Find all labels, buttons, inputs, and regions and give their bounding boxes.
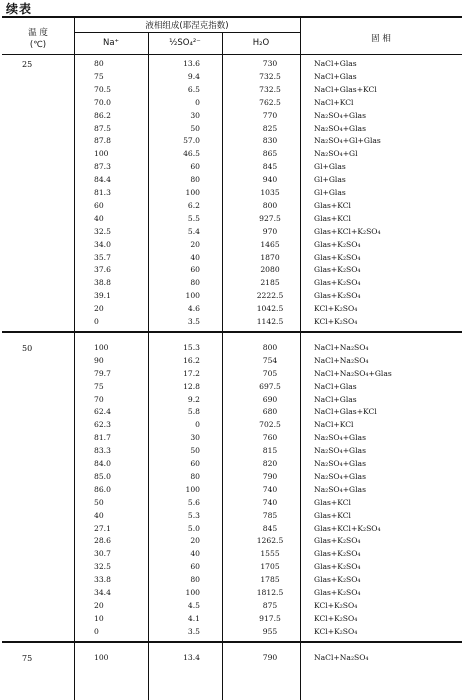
cell-na: 60	[94, 200, 104, 210]
cell-h2o: 865	[262, 149, 278, 159]
cell-solid-phase: NaCl+Glas	[314, 394, 357, 404]
cell-solid-phase: Glas+K₂SO₄	[314, 588, 361, 597]
top-rule	[2, 16, 462, 18]
cell-h2o: 800	[262, 200, 278, 210]
header-so4: ½SO₄²⁻	[169, 38, 201, 48]
cell-h2o: 1142.5	[256, 317, 284, 326]
cell-solid-phase: Glas+KCl	[314, 200, 351, 210]
cell-h2o: 702.5	[259, 420, 281, 430]
cell-h2o: 690	[262, 394, 278, 404]
cell-so4: 0	[195, 97, 200, 107]
cell-so4: 5.4	[187, 226, 200, 236]
cell-so4: 80	[190, 471, 200, 481]
header-temp-line1: 温 度	[28, 28, 48, 38]
cell-h2o: 1555	[260, 549, 280, 559]
cell-h2o: 1870	[260, 252, 280, 262]
cell-solid-phase: NaCl+Glas+KCl	[314, 84, 377, 94]
cell-na: 84.0	[94, 459, 111, 468]
cell-h2o: 1785	[260, 575, 280, 585]
cell-na: 0	[94, 317, 99, 326]
cell-solid-phase: Na₂SO₄+Gl	[314, 149, 358, 159]
cell-so4: 20	[190, 536, 200, 546]
cell-solid-phase: Na₂SO₄+Glas	[314, 484, 366, 494]
cell-so4: 100	[185, 188, 200, 197]
cell-na: 62.3	[94, 420, 111, 430]
cell-so4: 20	[190, 239, 200, 249]
cell-na: 81.7	[94, 433, 111, 443]
cell-na: 100	[94, 652, 109, 662]
cell-h2o: 800	[262, 342, 278, 352]
header-temp-line2: (℃)	[29, 40, 47, 50]
cell-so4: 5.3	[187, 510, 200, 520]
cell-na: 34.0	[94, 239, 111, 249]
cell-na: 20	[94, 304, 104, 314]
cell-solid-phase: Na₂SO₄+Glas	[314, 446, 366, 456]
cell-h2o: 1262.5	[256, 536, 284, 546]
cell-so4: 100	[185, 291, 200, 301]
cell-solid-phase: NaCl+Glas	[314, 71, 357, 81]
cell-so4: 5.8	[187, 407, 200, 417]
cell-h2o: 2185	[260, 278, 280, 288]
cell-solid-phase: Glas+K₂SO₄	[314, 278, 361, 288]
cell-na: 70	[94, 394, 104, 404]
cell-solid-phase: NaCl+KCl	[314, 97, 354, 107]
cell-so4: 16.2	[183, 355, 200, 365]
cell-solid-phase: Glas+KCl	[314, 497, 351, 507]
section-temp: 75	[22, 653, 33, 663]
cell-solid-phase: Na₂SO₄+Glas	[314, 123, 366, 133]
cell-h2o: 1035	[260, 188, 280, 197]
cell-so4: 50	[190, 446, 200, 456]
cell-solid-phase: NaCl+Na₂SO₄	[314, 355, 369, 365]
cell-h2o: 1465	[260, 239, 280, 249]
header-h2o: H₂O	[252, 38, 270, 48]
col-divider-temp	[74, 16, 75, 700]
cell-h2o: 2222.5	[256, 291, 284, 301]
cell-solid-phase: NaCl+KCl	[314, 420, 354, 430]
cell-h2o: 845	[262, 162, 278, 172]
cell-solid-phase: NaCl+Glas	[314, 59, 357, 68]
cell-so4: 60	[190, 265, 200, 275]
cell-h2o: 970	[262, 226, 278, 236]
cell-na: 81.3	[94, 188, 111, 197]
cell-na: 0	[94, 626, 99, 636]
cell-solid-phase: NaCl+Na₂SO₄+Glas	[314, 368, 392, 378]
cell-so4: 3.5	[187, 626, 200, 636]
cell-solid-phase: NaCl+Glas+KCl	[314, 407, 377, 417]
cell-solid-phase: Glas+K₂SO₄	[314, 549, 361, 559]
cell-solid-phase: KCl+K₂SO₄	[314, 304, 358, 314]
cell-na: 90	[94, 355, 104, 365]
cell-na: 84.4	[94, 175, 111, 185]
cell-so4: 9.4	[187, 71, 200, 81]
cell-na: 83.3	[94, 446, 111, 456]
col-divider-so4	[222, 32, 223, 700]
cell-solid-phase: Glas+K₂SO₄	[314, 252, 361, 262]
cell-h2o: 762.5	[259, 97, 281, 107]
cell-h2o: 1042.5	[256, 304, 284, 314]
section-rule	[2, 331, 462, 333]
cell-so4: 6.5	[187, 84, 200, 94]
cell-so4: 5.6	[187, 497, 200, 507]
cell-na: 70.0	[94, 97, 111, 107]
cell-solid-phase: Glas+K₂SO₄	[314, 536, 361, 546]
cell-solid-phase: KCl+K₂SO₄	[314, 600, 358, 610]
cell-so4: 100	[185, 484, 200, 494]
cell-na: 35.7	[94, 252, 111, 262]
cell-so4: 12.8	[183, 381, 200, 391]
cell-so4: 0	[195, 420, 200, 430]
cell-so4: 57.0	[183, 136, 200, 146]
cell-h2o: 790	[262, 652, 278, 662]
cell-solid-phase: NaCl+Na₂SO₄	[314, 652, 369, 662]
header-na: Na⁺	[102, 38, 120, 48]
cell-solid-phase: NaCl+Glas	[314, 381, 357, 391]
cell-solid-phase: Glas+K₂SO₄	[314, 575, 361, 585]
cell-solid-phase: Glas+K₂SO₄	[314, 291, 361, 301]
cell-na: 100	[94, 149, 109, 159]
cell-na: 34.4	[94, 588, 111, 597]
cell-solid-phase: Na₂SO₄+Glas	[314, 471, 366, 481]
cell-so4: 46.5	[183, 149, 200, 159]
data-table	[2, 16, 462, 700]
cell-so4: 5.0	[187, 523, 200, 533]
cell-so4: 30	[190, 110, 200, 120]
header-solid: 固 相	[371, 34, 391, 44]
cell-so4: 60	[190, 459, 200, 468]
cell-h2o: 927.5	[259, 213, 281, 223]
cell-solid-phase: Na₂SO₄+Glas	[314, 459, 366, 468]
cell-na: 70.5	[94, 84, 111, 94]
cell-so4: 40	[190, 252, 200, 262]
cell-h2o: 1705	[260, 562, 280, 572]
cell-h2o: 2080	[260, 265, 280, 275]
cell-na: 39.1	[94, 291, 111, 301]
cell-so4: 17.2	[183, 368, 200, 378]
section-temp: 50	[22, 343, 33, 353]
cell-h2o: 917.5	[259, 613, 281, 623]
cell-h2o: 830	[262, 136, 278, 146]
cell-na: 62.4	[94, 407, 111, 417]
cell-so4: 80	[190, 278, 200, 288]
cell-so4: 4.5	[187, 600, 200, 610]
cell-solid-phase: Na₂SO₄+Glas	[314, 433, 366, 443]
cell-na: 20	[94, 600, 104, 610]
cell-so4: 4.6	[187, 304, 200, 314]
cell-na: 30.7	[94, 549, 111, 559]
cell-h2o: 770	[262, 110, 278, 120]
cell-solid-phase: Glas+KCl	[314, 213, 351, 223]
cell-h2o: 845	[262, 523, 278, 533]
cell-solid-phase: Glas+KCl+K₂SO₄	[314, 523, 381, 533]
cell-solid-phase: Glas+K₂SO₄	[314, 265, 361, 275]
cell-h2o: 875	[262, 600, 278, 610]
cell-so4: 3.5	[187, 317, 200, 326]
cell-na: 37.6	[94, 265, 111, 275]
cell-solid-phase: NaCl+Na₂SO₄	[314, 342, 369, 352]
cell-na: 32.5	[94, 562, 111, 572]
cell-so4: 60	[190, 562, 200, 572]
cell-h2o: 732.5	[259, 71, 281, 81]
cell-solid-phase: KCl+K₂SO₄	[314, 626, 358, 636]
cell-na: 85.0	[94, 471, 111, 481]
cell-na: 87.5	[94, 123, 111, 133]
cell-so4: 6.2	[187, 200, 200, 210]
cell-h2o: 732.5	[259, 84, 281, 94]
cell-solid-phase: Na₂SO₄+Glas	[314, 110, 366, 120]
cell-h2o: 790	[262, 471, 278, 481]
section-temp: 25	[22, 60, 33, 69]
cell-solid-phase: Glas+K₂SO₄	[314, 562, 361, 572]
cell-na: 75	[94, 71, 104, 81]
cell-na: 87.8	[94, 136, 111, 146]
cell-so4: 13.4	[183, 652, 200, 662]
cell-h2o: 740	[262, 497, 278, 507]
cell-solid-phase: Gl+Glas	[314, 162, 346, 172]
cell-h2o: 815	[262, 446, 278, 456]
cell-h2o: 760	[262, 433, 278, 443]
cell-na: 27.1	[94, 523, 111, 533]
cell-na: 80	[94, 59, 104, 68]
cell-h2o: 680	[262, 407, 278, 417]
header-group-rule	[74, 32, 300, 33]
cell-na: 10	[94, 613, 104, 623]
cell-so4: 13.6	[183, 59, 200, 68]
cell-na: 28.6	[94, 536, 111, 546]
cell-h2o: 1812.5	[256, 588, 284, 597]
cell-so4: 5.5	[187, 213, 200, 223]
col-divider-h2o	[300, 16, 301, 700]
cell-so4: 80	[190, 575, 200, 585]
cell-so4: 80	[190, 175, 200, 185]
cell-so4: 50	[190, 123, 200, 133]
cell-h2o: 705	[262, 368, 278, 378]
cell-solid-phase: Glas+KCl	[314, 510, 351, 520]
cell-so4: 4.1	[187, 613, 200, 623]
cell-so4: 15.3	[183, 342, 200, 352]
cell-so4: 30	[190, 433, 200, 443]
cell-na: 33.8	[94, 575, 111, 585]
cell-h2o: 825	[262, 123, 278, 133]
cell-h2o: 697.5	[259, 381, 281, 391]
cell-h2o: 740	[262, 484, 278, 494]
cell-na: 100	[94, 342, 109, 352]
cell-na: 79.7	[94, 368, 111, 378]
cell-na: 75	[94, 381, 104, 391]
cell-so4: 9.2	[187, 394, 200, 404]
cell-na: 32.5	[94, 226, 111, 236]
cell-h2o: 730	[262, 59, 278, 68]
cell-h2o: 785	[262, 510, 278, 520]
table-caption: 续表	[6, 2, 33, 16]
cell-na: 50	[94, 497, 104, 507]
cell-so4: 100	[185, 588, 200, 597]
cell-na: 86.2	[94, 110, 111, 120]
cell-na: 38.8	[94, 278, 111, 288]
cell-na: 40	[94, 510, 104, 520]
cell-h2o: 940	[262, 175, 278, 185]
cell-solid-phase: Gl+Glas	[314, 175, 346, 185]
cell-solid-phase: KCl+K₂SO₄	[314, 317, 358, 326]
cell-solid-phase: Gl+Glas	[314, 188, 346, 197]
cell-solid-phase: Na₂SO₄+Gl+Glas	[314, 136, 381, 146]
cell-na: 40	[94, 213, 104, 223]
cell-h2o: 955	[262, 626, 278, 636]
cell-na: 87.3	[94, 162, 111, 172]
col-divider-na	[148, 32, 149, 700]
header-bottom-rule	[2, 54, 462, 55]
cell-h2o: 820	[262, 459, 278, 468]
cell-solid-phase: Glas+KCl+K₂SO₄	[314, 226, 381, 236]
section-rule	[2, 641, 462, 643]
cell-na: 86.0	[94, 484, 111, 494]
cell-solid-phase: KCl+K₂SO₄	[314, 613, 358, 623]
cell-so4: 40	[190, 549, 200, 559]
cell-solid-phase: Glas+K₂SO₄	[314, 239, 361, 249]
cell-so4: 60	[190, 162, 200, 172]
cell-h2o: 754	[262, 355, 278, 365]
header-liquid-group: 液相组成(耶涅克指数)	[145, 21, 229, 31]
